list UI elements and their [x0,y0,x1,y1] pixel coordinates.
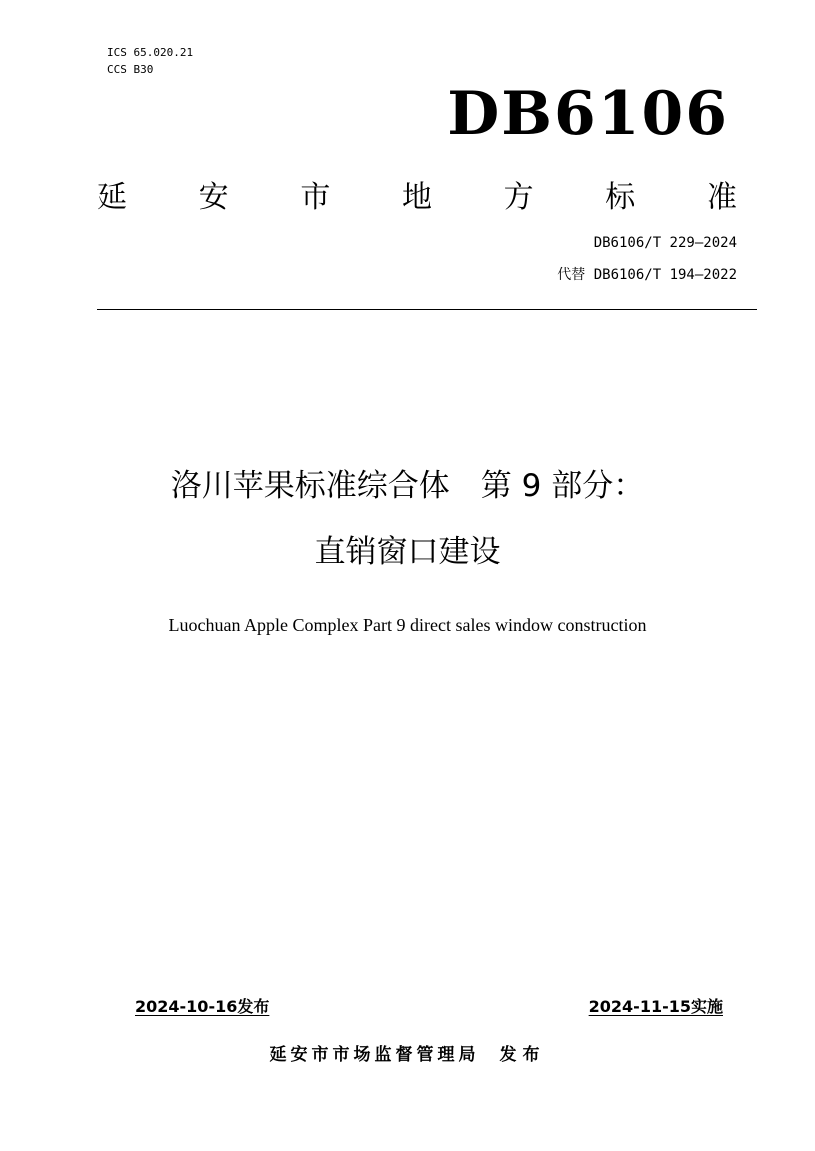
issuer-action: 发布 [499,1045,546,1065]
ccs-code: CCS B30 [107,63,154,76]
title-chinese-line1: 洛川苹果标准综合体 第 9 部分： [170,468,645,504]
ics-code: ICS 65.020.21 [107,46,194,59]
standard-type [97,178,737,218]
standard-type-char: 市 [300,180,331,215]
publish-date: 2024-10-16发布 [135,997,270,1016]
standard-number: DB6106/T 229—2024 [593,235,737,251]
issuer [0,1042,815,1068]
standard-code: DB6106 [447,79,729,149]
header-divider [97,309,757,310]
standard-type-char: 安 [198,180,229,215]
implement-date: 2024-11-15实施 [588,997,723,1016]
standard-type-char: 延 [97,180,127,215]
title-chinese-line2: 直销窗口建设 [314,534,501,570]
replaces-standard: 代替 DB6106/T 194—2022 [557,267,737,283]
issuer-name: 延安市市场监督管理局 [269,1045,480,1065]
title-english: Luochuan Apple Complex Part 9 direct sales window construction [168,615,647,635]
standard-type-char: 方 [503,180,534,215]
standard-type-char: 标 [605,180,636,215]
classification-codes [107,44,193,78]
standard-type-char: 准 [706,180,737,215]
standard-type-char: 地 [401,180,432,215]
